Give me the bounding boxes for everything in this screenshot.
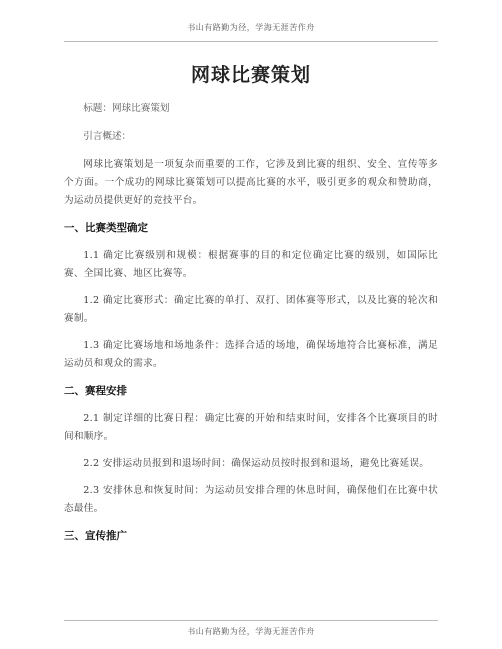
section-heading: 一、比赛类型确定 — [64, 222, 148, 234]
section-item: 2.2 安排运动员报到和退场时间：确保运动员按时报到和退场，避免比赛延误。 — [83, 458, 430, 469]
section-item: 2.1 制定详细的比赛日程：确定比赛的开始和结束时间，安排各个比赛项目的时间和顺序。 — [64, 413, 438, 442]
section-heading: 二、赛程安排 — [64, 385, 127, 397]
intro-paragraph: 网球比赛策划是一项复杂而重要的工作，它涉及到比赛的组织、安全、宣传等多个方面。一个成功的网球比赛策划可以提高比赛的水平，吸引更多的观众和赞助商，为运动员提供更好的竞技平台。 — [64, 159, 438, 206]
footer-divider — [64, 620, 438, 621]
page-footer: 书山有路勤为径，学海无涯苦作舟 — [187, 627, 315, 636]
section-item: 1.1 确定比赛级别和规模：根据赛事的目的和定位确定比赛的级别，如国际比赛、全国比赛、地区比赛等。 — [64, 250, 438, 279]
header-divider — [64, 41, 438, 42]
document-body — [64, 100, 438, 555]
section-heading: 三、宣传推广 — [64, 530, 127, 542]
section-item: 1.3 确定比赛场地和场地条件：选择合适的场地，确保场地符合比赛标准，满足运动员和观众的需求。 — [64, 340, 438, 369]
section-item: 1.2 确定比赛形式：确定比赛的单打、双打、团体赛等形式，以及比赛的轮次和赛制。 — [64, 295, 438, 324]
section-item: 2.3 安排休息和恢复时间：为运动员安排合理的休息时间，确保他们在比赛中状态最佳。 — [64, 485, 438, 514]
document-title: 网球比赛策划 — [190, 64, 311, 86]
intro-label: 引言概述： — [83, 131, 132, 142]
page-header: 书山有路勤为径，学海无涯苦作舟 — [187, 23, 315, 32]
subtitle-line: 标题：网球比赛策划 — [83, 103, 170, 114]
